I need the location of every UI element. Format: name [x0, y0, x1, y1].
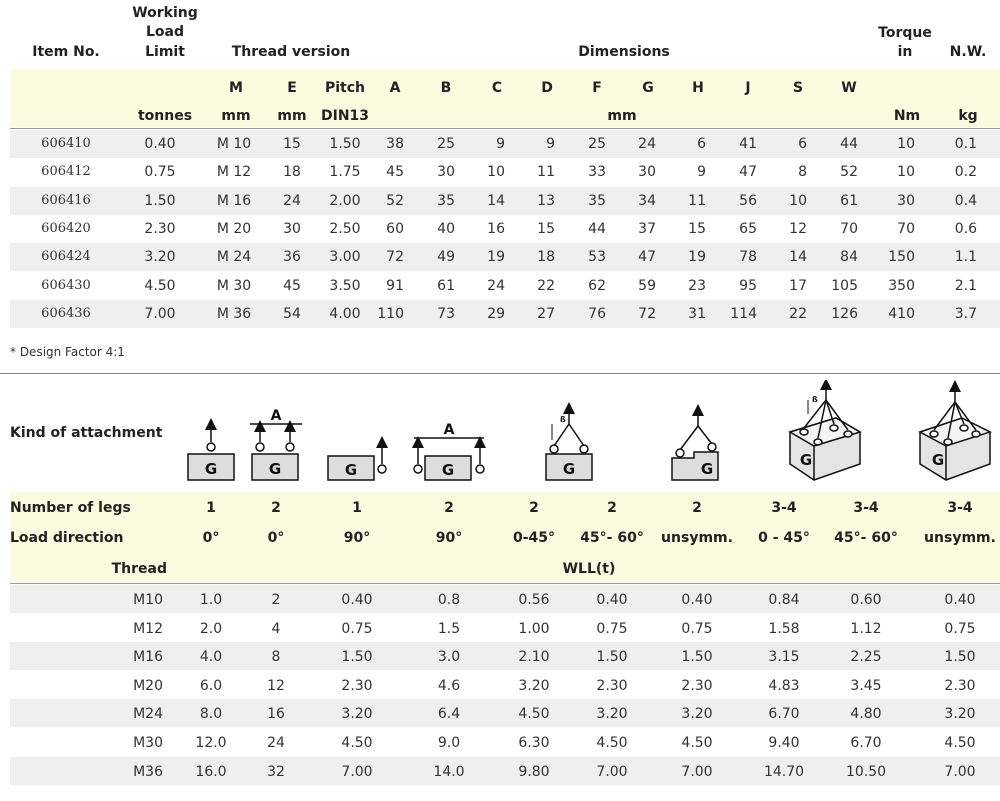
table-cell: 36: [283, 249, 301, 266]
table-cell: 54: [283, 305, 301, 322]
table-cell: 1.50: [144, 192, 176, 209]
table-cell: 76: [588, 305, 606, 322]
table-cell: 16: [487, 220, 505, 237]
sub-header: W: [841, 80, 857, 96]
thread-label: Thread: [111, 561, 167, 577]
section-divider: [0, 373, 1000, 374]
wll-cell: 16: [267, 706, 285, 723]
direction-value: 0-45°: [512, 530, 556, 546]
legs-value: 1: [352, 500, 362, 516]
table-cell: 18: [283, 164, 301, 181]
wll-cell: 4.50: [944, 735, 976, 751]
item-number: 606416: [41, 192, 91, 208]
table-cell: 49: [437, 249, 455, 266]
table-cell: 114: [730, 305, 757, 322]
wll-cell: 2.30: [944, 677, 976, 694]
wll-label: WLL(t): [562, 561, 616, 577]
sub-header: B: [440, 80, 452, 96]
table-cell: 12: [789, 220, 807, 237]
wll-cell: 3.20: [681, 706, 713, 723]
thread-size: M16: [133, 649, 163, 666]
svg-text:G: G: [204, 460, 218, 478]
table-cell: M 10: [216, 136, 252, 152]
direction-value: 0°: [267, 530, 285, 546]
table-cell: 18: [537, 249, 555, 266]
table-cell: 73: [437, 305, 455, 322]
direction-label: Load direction: [10, 530, 124, 546]
attach-3d-unsymmetrical-icon: [920, 386, 990, 480]
table-cell: 60: [386, 220, 404, 237]
table-cell: 30: [437, 164, 455, 181]
wll-cell: 2.0: [199, 620, 223, 637]
svg-text:G: G: [268, 460, 282, 478]
table-cell: 11: [537, 164, 555, 181]
table-cell: 59: [638, 277, 656, 294]
wll-cell: 0.8: [437, 592, 461, 608]
table-cell: 10: [897, 164, 915, 181]
thread-size: M24: [133, 706, 163, 723]
unit-pitch: DIN13: [320, 108, 370, 124]
wll-header-rule: [10, 583, 1000, 584]
wll-cell: 0.40: [341, 592, 373, 608]
wll-cell: 0.75: [944, 620, 976, 637]
wll-cell: 0.75: [681, 620, 713, 637]
header-torque-line2: in: [897, 44, 913, 60]
unit-wll: tonnes: [137, 108, 193, 124]
direction-value: 90°: [343, 530, 371, 546]
table-cell: M 24: [216, 249, 252, 266]
legs-value: 2: [607, 500, 617, 516]
thread-size: M12: [133, 620, 163, 637]
table-cell: 22: [537, 277, 555, 294]
wll-cell: 0.40: [681, 592, 713, 608]
table-cell: 4.00: [329, 305, 361, 322]
table-cell: 9: [697, 164, 706, 181]
table-cell: 6: [697, 136, 706, 152]
wll-cell: 14.0: [433, 763, 465, 780]
table-cell: 410: [888, 305, 915, 322]
header-rule: [10, 128, 1000, 129]
table-cell: 0.4: [954, 192, 977, 209]
header-wll-line3: Limit: [145, 44, 185, 60]
wll-cell: 3.20: [341, 706, 373, 723]
table-cell: 29: [487, 305, 505, 322]
table-cell: 13: [537, 192, 555, 209]
table-cell: 7.00: [144, 305, 176, 322]
wll-cell: 3.20: [944, 706, 976, 723]
unit-dimensions: mm: [607, 108, 637, 124]
header-wll-line2: Load: [145, 24, 185, 40]
wll-cell: 2.30: [596, 677, 628, 694]
wll-cell: 0.75: [596, 620, 628, 637]
wll-cell: 8: [271, 649, 281, 666]
table-cell: 0.75: [144, 164, 176, 181]
table-cell: 78: [739, 249, 757, 266]
svg-text:G: G: [344, 461, 358, 479]
wll-cell: 1.50: [681, 649, 713, 666]
thread-size: M10: [133, 592, 163, 608]
sub-header: A: [389, 80, 401, 96]
table-cell: 1.75: [329, 164, 361, 181]
wll-cell: 6.70: [768, 706, 800, 723]
sub-header: Pitch: [324, 80, 366, 96]
wll-cell: 4.83: [768, 677, 800, 694]
item-number: 606412: [41, 164, 91, 180]
table-cell: 31: [688, 305, 706, 322]
wll-cell: 6.0: [199, 677, 223, 694]
table-cell: 126: [831, 305, 858, 322]
direction-value: unsymm.: [661, 530, 733, 546]
direction-value: 0°: [202, 530, 220, 546]
svg-text:A: A: [270, 408, 282, 424]
wll-cell: 4.0: [199, 649, 223, 666]
wll-cell: 16.0: [195, 763, 227, 780]
svg-text:A: A: [443, 422, 455, 438]
table-cell: 8: [798, 164, 807, 181]
direction-value: 45°- 60°: [580, 530, 644, 546]
table-cell: 72: [638, 305, 656, 322]
wll-cell: 12.0: [195, 735, 227, 751]
sub-header: G: [642, 80, 654, 96]
table-cell: 27: [537, 305, 555, 322]
wll-cell: 0.40: [596, 592, 628, 608]
table-cell: 0.2: [954, 164, 977, 181]
thread-size: M20: [133, 677, 163, 694]
wll-cell: 0.75: [341, 620, 373, 637]
footnote: * Design Factor 4:1: [10, 345, 125, 359]
thread-size: M36: [133, 763, 163, 780]
wll-cell: 2.30: [341, 677, 373, 694]
svg-text:G: G: [441, 461, 455, 479]
table-cell: 65: [739, 220, 757, 237]
table-cell: 22: [789, 305, 807, 322]
svg-text:ß: ß: [560, 415, 566, 424]
table-cell: 38: [386, 136, 404, 152]
legs-value: 3-4: [771, 500, 797, 516]
direction-value: unsymm.: [924, 530, 996, 546]
table-cell: 45: [283, 277, 301, 294]
wll-cell: 2.25: [850, 649, 882, 666]
table-cell: 56: [739, 192, 757, 209]
wll-cell: 4.50: [341, 735, 373, 751]
sub-header: F: [592, 80, 602, 96]
attachment-diagrams: [0, 380, 1000, 490]
unit-e: mm: [277, 108, 307, 124]
table-cell: 53: [588, 249, 606, 266]
wll-cell: 0.84: [768, 592, 800, 608]
table-cell: 34: [638, 192, 656, 209]
table-cell: 10: [789, 192, 807, 209]
header-nw: N.W.: [949, 44, 987, 60]
table-cell: 70: [897, 220, 915, 237]
table-cell: 14: [789, 249, 807, 266]
wll-cell: 4.50: [596, 735, 628, 751]
header-item-no: Item No.: [32, 44, 100, 60]
wll-cell: 2.30: [681, 677, 713, 694]
wll-cell: 3.0: [437, 649, 461, 666]
table-cell: 2.50: [329, 220, 361, 237]
table-cell: 0.6: [954, 220, 977, 237]
table-cell: 24: [638, 136, 656, 152]
table-cell: M 16: [216, 192, 252, 209]
item-number: 606430: [41, 277, 91, 293]
table-cell: 9: [496, 136, 505, 152]
item-number: 606410: [41, 136, 91, 151]
wll-cell: 1.12: [850, 620, 882, 637]
wll-cell: 2.10: [518, 649, 550, 666]
table-cell: 30: [638, 164, 656, 181]
table-cell: 1.50: [329, 136, 361, 152]
table-cell: 44: [588, 220, 606, 237]
attachment-label: Kind of attachment: [10, 425, 163, 441]
header-torque-line1: Torque: [878, 25, 932, 41]
wll-cell: 0.56: [518, 592, 550, 608]
legs-label: Number of legs: [10, 500, 131, 516]
wll-cell: 0.40: [944, 592, 976, 608]
svg-text:G: G: [700, 460, 714, 478]
table-cell: 11: [688, 192, 706, 209]
sub-header: D: [541, 80, 553, 96]
direction-value: 45°- 60°: [834, 530, 898, 546]
table-cell: 14: [487, 192, 505, 209]
table-cell: 3.00: [329, 249, 361, 266]
unit-m: mm: [221, 108, 251, 124]
table-cell: 30: [897, 192, 915, 209]
table-cell: 3.7: [954, 305, 977, 322]
table-cell: 105: [831, 277, 858, 294]
table-cell: 52: [386, 192, 404, 209]
wll-cell: 6.30: [518, 735, 550, 751]
svg-text:G: G: [562, 460, 576, 478]
table-cell: 6: [798, 136, 807, 152]
table-cell: 17: [789, 277, 807, 294]
sub-header: H: [692, 80, 704, 96]
table-cell: 35: [588, 192, 606, 209]
thread-size: M30: [133, 735, 163, 751]
wll-cell: 3.20: [518, 677, 550, 694]
wll-cell: 8.0: [199, 706, 223, 723]
sub-header: C: [491, 80, 503, 96]
wll-cell: 4.80: [850, 706, 882, 723]
table-cell: 40: [437, 220, 455, 237]
legs-value: 2: [271, 500, 281, 516]
wll-cell: 4: [271, 620, 281, 637]
item-number: 606420: [41, 220, 91, 236]
table-cell: 70: [840, 220, 858, 237]
table-cell: M 20: [216, 220, 252, 237]
legs-value: 2: [529, 500, 539, 516]
table-cell: 19: [487, 249, 505, 266]
wll-cell: 4.6: [437, 677, 461, 694]
wll-cell: 1.5: [437, 620, 461, 637]
table-cell: 2.30: [144, 220, 176, 237]
table-cell: 37: [638, 220, 656, 237]
table-cell: M 36: [216, 305, 252, 322]
legs-value: 3-4: [853, 500, 879, 516]
direction-value: 90°: [435, 530, 463, 546]
wll-cell: 6.4: [437, 706, 461, 723]
wll-cell: 7.00: [944, 763, 976, 780]
wll-cell: 9.0: [437, 735, 461, 751]
table-cell: 72: [386, 249, 404, 266]
svg-text:ß: ß: [812, 395, 818, 404]
table-cell: 2.00: [329, 192, 361, 209]
attach-3d-four-leg-icon: [790, 384, 860, 480]
wll-cell: 12: [267, 677, 285, 694]
table-cell: 1.1: [954, 249, 977, 266]
wll-cell: 24: [267, 735, 285, 751]
attach-single-vertical-icon: [188, 424, 234, 480]
wll-cell: 7.00: [341, 763, 373, 780]
table-cell: 19: [688, 249, 706, 266]
table-cell: 23: [688, 277, 706, 294]
table-cell: 33: [588, 164, 606, 181]
table-cell: 44: [840, 136, 858, 152]
item-number: 606424: [41, 249, 91, 265]
wll-cell: 9.40: [768, 735, 800, 751]
legs-value: 2: [692, 500, 702, 516]
wll-cell: 1.50: [944, 649, 976, 666]
svg-text:G: G: [799, 451, 813, 469]
legs-value: 3-4: [947, 500, 973, 516]
table-cell: 30: [283, 220, 301, 237]
table-cell: 52: [840, 164, 858, 181]
header-dimensions: Dimensions: [578, 44, 670, 60]
wll-cell: 1.58: [768, 620, 800, 637]
wll-cell: 9.80: [518, 763, 550, 780]
table-cell: 150: [888, 249, 915, 266]
wll-cell: 7.00: [681, 763, 713, 780]
table-cell: 10: [487, 164, 505, 181]
item-number: 606436: [41, 305, 91, 321]
table-cell: M 12: [216, 164, 252, 181]
table-cell: 3.20: [144, 249, 176, 266]
attach-unsymmetrical-icon: [672, 410, 718, 480]
table-cell: 15: [283, 136, 301, 152]
wll-cell: 0.60: [850, 592, 882, 608]
table-cell: 2.1: [954, 277, 977, 294]
wll-cell: 14.70: [763, 763, 805, 780]
wll-cell: 7.00: [596, 763, 628, 780]
wll-cell: 4.50: [518, 706, 550, 723]
direction-value: 0 - 45°: [758, 530, 810, 546]
attach-spreader-90-icon: [414, 422, 484, 480]
legs-value: 2: [444, 500, 454, 516]
wll-cell: 1.50: [596, 649, 628, 666]
header-thread-version: Thread version: [231, 44, 351, 60]
table-cell: 110: [377, 305, 404, 322]
attach-angled-0-45-icon: [546, 408, 592, 480]
wll-cell: 1.50: [341, 649, 373, 666]
table-cell: 15: [537, 220, 555, 237]
table-cell: 84: [840, 249, 858, 266]
sub-header: J: [745, 80, 751, 96]
wll-cell: 1.00: [518, 620, 550, 637]
table-cell: 0.1: [954, 136, 977, 152]
table-cell: 24: [487, 277, 505, 294]
table-cell: 4.50: [144, 277, 176, 294]
wll-cell: 1.0: [199, 592, 223, 608]
wll-cell: 10.50: [845, 763, 887, 780]
table-cell: 61: [840, 192, 858, 209]
table-cell: 350: [888, 277, 915, 294]
wll-cell: 3.20: [596, 706, 628, 723]
wll-cell: 2: [271, 592, 281, 608]
wll-cell: 3.15: [768, 649, 800, 666]
table-cell: 47: [739, 164, 757, 181]
wll-cell: 3.45: [850, 677, 882, 694]
table-cell: 25: [588, 136, 606, 152]
unit-nw: kg: [958, 108, 978, 124]
table-cell: 62: [588, 277, 606, 294]
table-cell: 24: [283, 192, 301, 209]
table-cell: 47: [638, 249, 656, 266]
table-cell: 0.40: [144, 136, 176, 152]
sub-header: S: [792, 80, 804, 96]
unit-torque: Nm: [893, 108, 921, 124]
wll-cell: 6.70: [850, 735, 882, 751]
attach-two-leg-spreader-icon: [250, 408, 302, 480]
table-cell: 3.50: [329, 277, 361, 294]
table-cell: 15: [688, 220, 706, 237]
table-cell: M 30: [216, 277, 252, 294]
wll-cell: 4.50: [681, 735, 713, 751]
table-cell: 9: [546, 136, 555, 152]
sub-header: M: [229, 80, 243, 96]
table-cell: 25: [437, 136, 455, 152]
table-cell: 10: [897, 136, 915, 152]
wll-cell: 32: [267, 763, 285, 780]
table-cell: 41: [739, 136, 757, 152]
legs-value: 1: [206, 500, 216, 516]
attach-side-90-icon: [328, 442, 386, 480]
sub-header: E: [287, 80, 297, 96]
table-cell: 91: [386, 277, 404, 294]
svg-text:G: G: [931, 451, 945, 469]
table-cell: 45: [386, 164, 404, 181]
table-cell: 35: [437, 192, 455, 209]
header-wll-line1: Working: [132, 5, 198, 21]
table-cell: 95: [739, 277, 757, 294]
table-cell: 61: [437, 277, 455, 294]
